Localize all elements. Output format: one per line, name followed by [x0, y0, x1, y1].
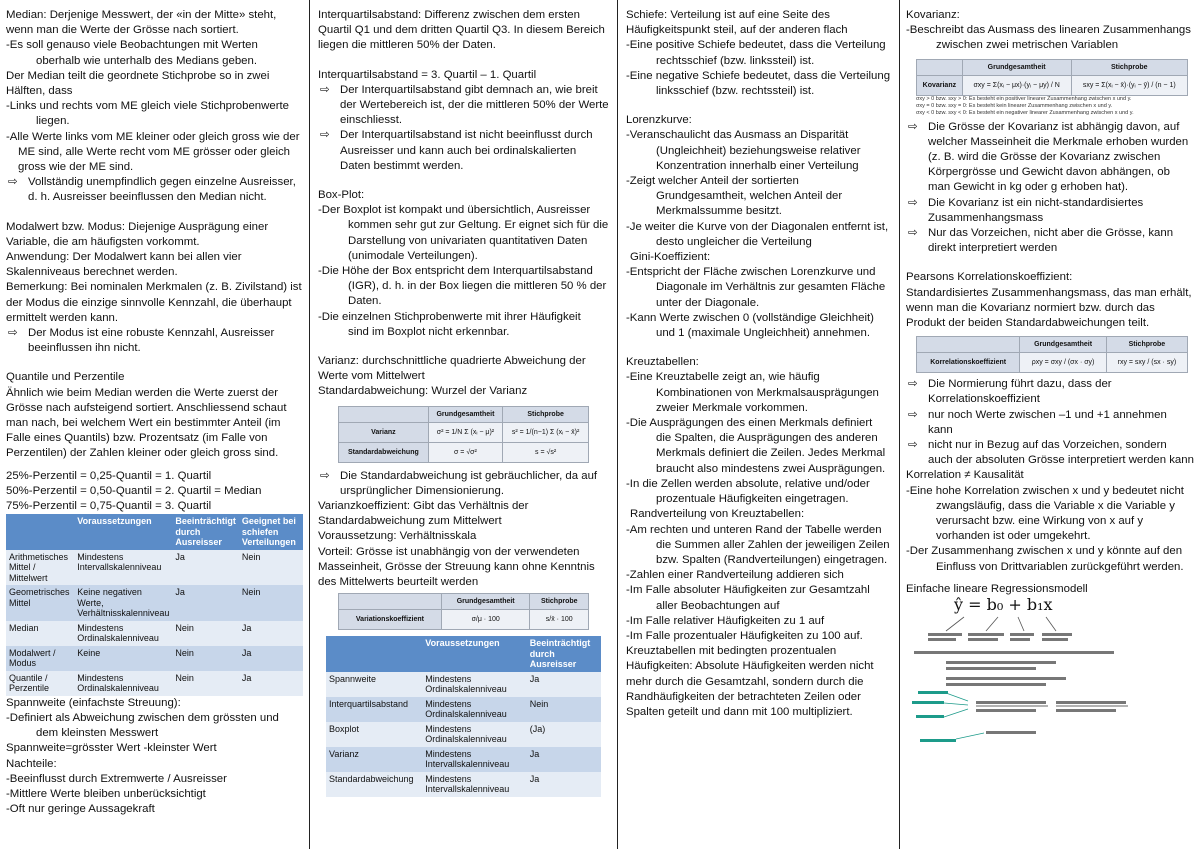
- boxplot-title: Box-Plot:: [318, 189, 365, 202]
- crosstab-point-1: -Eine Kreuztabelle zeigt an, wie häufig Kombinationen von Merkmalsausprägungen zweier Merkmale vorkommen.: [626, 371, 879, 414]
- table-row: Kovarianz σxy = Σ(xᵢ − μx)·(yᵢ − μy) / N sxy = Σ(xᵢ − x̄)·(yᵢ − ȳ) / (n − 1): [917, 75, 1188, 95]
- crosstab-point-3: -In die Zellen werden absolute, relative und/oder prozentuale Häufigkeiten eingetragen.: [626, 477, 870, 506]
- cv-requirement: Voraussetzung: Verhältnisskala: [318, 530, 477, 543]
- marginal-point-1: -Am rechten und unteren Rand der Tabelle werden die Summen aller Zahlen der jeweiligen Zeilen bzw. Spalten (Randverteilungen) eingetragen.: [626, 523, 890, 566]
- median-robust-note: ⇨ Vollständig unempfindlich gegen einzelne Ausreisser, d. h. Ausreisser beeinflussen den Median nicht.: [8, 176, 296, 204]
- arrow-right-icon: ⇨: [908, 439, 918, 452]
- iqr-definition: Interquartilsabstand: Differenz zwischen dem ersten Quartil Q1 und dem dritten Quartil Q3. In diesem Bereich liegen die mittleren 50% der Daten.: [318, 9, 605, 52]
- quantile-title: Quantile und Perzentile: [6, 371, 125, 384]
- stddev-definition: Standardabweichung: Wurzel der Varianz: [318, 385, 528, 398]
- variance-definition: Varianz: durchschnittliche quadrierte Abweichung der Werte vom Mittelwert: [318, 355, 586, 383]
- modal-remark: Bemerkung: Bei nominalen Merkmalen (z. B. Zivilstand) ist der Modus die einzige sinnvolle Kennzahl, die überhaupt ermittelt werden kann.: [6, 281, 302, 324]
- pearson-note-3: ⇨ nicht nur in Bezug auf das Vorzeichen, sondern auch der absoluten Grösse interpretiert werden kann: [908, 439, 1194, 467]
- table-row: Varianz Mindestens Intervallskalenniveau Ja: [326, 747, 601, 772]
- marginal-point-5: -Im Falle prozentualer Häufigkeiten zu 100 auf.: [626, 629, 863, 642]
- span-title: Spannweite (einfachste Streuung):: [6, 696, 181, 709]
- gini-title: Gini-Koeffizient:: [630, 251, 711, 264]
- covariance-point-1: -Beschreibt das Ausmass des linearen Zusammenhangs zwischen zwei metrischen Variablen: [906, 24, 1191, 52]
- skew-definition: Schiefe: Verteilung ist auf eine Seite des Häufigkeitspunkt steil, auf der anderen flach: [626, 9, 848, 37]
- modal-application: Anwendung: Der Modalwert kann bei allen vier Skalenniveaus berechnet werden.: [6, 251, 242, 279]
- variance-formula-table: Grundgesamtheit Stichprobe Varianz σ² = 1/N Σ (xᵢ − μ)² s² = 1/(n−1) Σ (xᵢ − x̄)² Standardabweichung σ = √σ² s = √s²: [338, 406, 589, 463]
- span-point-4: -Oft nur geringe Aussagekraft: [6, 803, 155, 816]
- table-row: Standardabweichung Mindestens Intervallskalenniveau Ja: [326, 772, 601, 797]
- covariance-sign-note: σxy > 0 bzw. sxy > 0: Es besteht ein positiver linearer Zusammenhang zwischen x und y.: [916, 95, 1132, 102]
- boxplot-point-2: -Die Höhe der Box entspricht dem Interquartilsabstand (IGR), d. h. in der Box liegen die mittleren 50 % der Daten.: [318, 265, 607, 308]
- table-row: Korrelationskoeffizient ρxy = σxy / (σx · σy) rxy = sxy / (sx · sy): [917, 353, 1188, 373]
- location-measures-table: [6, 514, 303, 696]
- pearson-note-1: ⇨ Die Normierung führt dazu, dass der Korrelationskoeffizient: [908, 378, 1112, 406]
- marginal-title: Randverteilung von Kreuztabellen:: [630, 508, 805, 521]
- regression-figure: [906, 597, 1194, 747]
- pearson-definition: Standardisiertes Zusammenhangsmass, das man erhält, wenn man die Kovarianz normiert bzw. durch das Produkt der beiden Standardabweichungen teilt.: [906, 286, 1192, 330]
- arrow-right-icon: ⇨: [8, 327, 18, 340]
- iqr-note-2: ⇨ Der Interquartilsabstand ist nicht beeinflusst durch Ausreisser und kann auch bei ordinalskalierten Daten bestimmt werden.: [320, 129, 593, 172]
- span-point-1: -Definiert als Abweichung zwischen dem grössten und dem kleinsten Messwert: [6, 712, 279, 740]
- table-header: Beeinträchtigt durch Ausreisser: [527, 636, 601, 672]
- cv-formula-table: Grundgesamtheit Stichprobe Variationskoeffizient σ/μ · 100 s/x̄ · 100: [338, 593, 589, 630]
- column-1: [0, 0, 310, 849]
- cv-definition: Varianzkoeffizient: Gibt das Verhältnis der Standardabweichung zum Mittelwert: [318, 500, 529, 528]
- table-header: Beeinträchtigt durch Ausreisser: [172, 514, 239, 550]
- arrow-right-icon: ⇨: [908, 378, 918, 391]
- marginal-point-4: -Im Falle relativer Häufigkeiten zu 1 auf: [626, 614, 825, 627]
- arrow-right-icon: ⇨: [320, 83, 330, 96]
- modal-robust-note: ⇨ Der Modus ist eine robuste Kennzahl, Ausreisser beeinflussen ihn nicht.: [8, 327, 275, 355]
- table-row: Spannweite Mindestens Ordinalskalenniveau Ja: [326, 672, 601, 697]
- quantile-line-3: 75%-Perzentil = 0,75-Quantil = 3. Quartil: [6, 500, 212, 513]
- stddev-note: ⇨ Die Standardabweichung ist gebräuchlicher, da auf ursprünglicher Dimensionierung.: [320, 469, 598, 497]
- column-3: [618, 0, 900, 849]
- table-row: Boxplot Mindestens Ordinalskalenniveau (Ja): [326, 722, 601, 747]
- span-point-2: -Beeinflusst durch Extremwerte / Ausreisser: [6, 772, 227, 785]
- crosstab-title: Kreuztabellen:: [626, 356, 699, 369]
- causality-title: Korrelation ≠ Kausalität: [906, 469, 1024, 482]
- span-formula: Spannweite=grösster Wert -kleinster Wert: [6, 742, 217, 755]
- quantile-line-1: 25%-Perzentil = 0,25-Quantil = 1. Quartil: [6, 469, 212, 482]
- table-header: Voraussetzungen: [74, 514, 172, 550]
- median-definition: Median: Derjenige Messwert, der «in der Mitte» steht, wenn man die Werte der Grösse nach sortiert.: [6, 9, 277, 37]
- covariance-note-2: ⇨ Die Kovarianz ist ein nicht-standardisiertes Zusammenhangsmass: [908, 196, 1144, 224]
- skew-point-1: -Eine positive Schiefe bedeutet, dass die Verteilung rechtsschief (bzw. linkssteil) ist.: [626, 39, 886, 67]
- table-row: Variationskoeffizient σ/μ · 100 s/x̄ · 100: [339, 610, 589, 630]
- gini-point-2: -Kann Werte zwischen 0 (vollständige Gleichheit) und 1 (maximale Ungleichheit) annehmen.: [626, 311, 874, 340]
- cv-advantage: Vorteil: Grösse ist unabhängig von der verwendeten Masseinheit, Grösse der Streuung kann ohne Kenntnis des Mittelwerts beurteilt werden: [318, 545, 595, 589]
- skew-point-2: -Eine negative Schiefe bedeutet, dass die Verteilung linksschief (bzw. rechtssteil) ist.: [626, 69, 891, 98]
- table-header: Geeignet bei schiefen Verteilungen: [239, 514, 303, 550]
- column-2: [310, 0, 618, 849]
- span-point-3: -Mittlere Werte bleiben unberücksichtigt: [6, 788, 206, 801]
- span-disadvantages: Nachteile:: [6, 757, 57, 770]
- lorenz-point-3: -Je weiter die Kurve von der Diagonalen entfernt ist, desto ungleicher die Verteilung: [626, 220, 889, 248]
- iqr-formula: Interquartilsabstand = 3. Quartil – 1. Quartil: [318, 68, 537, 81]
- median-point-1: -Es soll genauso viele Beobachtungen mit Werten oberhalb wie unterhalb des Medians geben.: [6, 39, 258, 67]
- table-header: [6, 514, 74, 550]
- table-header: Voraussetzungen: [422, 636, 527, 672]
- table-row: Geometrisches Mittel Keine negativen Werte, Verhältnisskalenniveau Ja Nein: [6, 585, 303, 621]
- arrow-right-icon: ⇨: [320, 129, 330, 142]
- covariance-sign-note: σxy < 0 bzw. sxy < 0: Es besteht ein negativer linearer Zusammenhang zwischen x und y.: [916, 109, 1134, 116]
- lorenz-title: Lorenzkurve:: [626, 114, 692, 127]
- boxplot-point-3: -Die einzelnen Stichprobenwerte mit ihrer Häufigkeit sind im Boxplot nicht erkennbar.: [318, 310, 581, 338]
- table-row: Arithmetisches Mittel / Mittelwert Mindestens Intervallskalenniveau Ja Nein: [6, 550, 303, 586]
- pearson-title: Pearsons Korrelationskoeffizient:: [906, 271, 1073, 284]
- arrow-right-icon: ⇨: [908, 227, 918, 240]
- table-row: Varianz σ² = 1/N Σ (xᵢ − μ)² s² = 1/(n−1) Σ (xᵢ − x̄)²: [339, 422, 589, 442]
- table-row: Modalwert / Modus Keine Nein Ja: [6, 646, 303, 671]
- table-row: Standardabweichung σ = √σ² s = √s²: [339, 442, 589, 462]
- iqr-note-1: ⇨ Der Interquartilsabstand gibt demnach an, wie breit der Wertebereich ist, der die mittleren 50% der Werte einschliesst.: [320, 83, 609, 127]
- lorenz-point-1: -Veranschaulicht das Ausmass an Disparität (Ungleichheit) beziehungsweise relativer Konzentration innerhalb einer Verteilung: [626, 129, 861, 172]
- pearson-note-2: ⇨ nur noch Werte zwischen –1 und +1 annehmen kann: [908, 408, 1167, 436]
- marginal-point-3: -Im Falle absoluter Häufigkeiten zur Gesamtzahl aller Beobachtungen auf: [626, 584, 870, 612]
- arrow-right-icon: ⇨: [320, 469, 330, 482]
- table-row: Quantile / Perzentile Mindestens Ordinalskalenniveau Nein Ja: [6, 671, 303, 696]
- quantile-line-2: 50%-Perzentil = 0,50-Quantil = 2. Quartil = Median: [6, 484, 262, 497]
- covariance-title: Kovarianz:: [906, 9, 960, 21]
- regression-equation: ŷ = b₀ + b₁x: [954, 595, 1053, 615]
- modal-definition: Modalwert bzw. Modus: Diejenige Ausprägung einer Variable, die am häufigsten vorkommt.: [6, 220, 269, 248]
- arrow-right-icon: ⇨: [908, 120, 918, 133]
- table-row: Interquartilsabstand Mindestens Ordinalskalenniveau Nein: [326, 697, 601, 722]
- arrow-right-icon: ⇨: [908, 196, 918, 209]
- conditional-crosstab: Kreuztabellen mit bedingten prozentualen Häufigkeiten: Absolute Häufigkeiten werden nicht mehr durch die Gesamtzahl, sondern durch die Randhäufigkeiten der betrachteten Zeilen oder Spalten geteilt und dann mit 100 multipliziert.: [626, 645, 874, 718]
- dispersion-measures-table: [326, 636, 601, 797]
- covariance-sign-note: σxy = 0 bzw. sxy = 0: Es besteht kein linearer Zusammenhang zwischen x und y.: [916, 102, 1113, 109]
- causality-point-1: -Eine hohe Korrelation zwischen x und y bedeutet nicht zwangsläufig, dass die Variable x die Variable y verursacht bzw. eine Wirkung von x auf y vorhanden ist oder umgekehrt.: [906, 484, 1184, 543]
- crosstab-point-2: -Die Ausprägungen des einen Merkmals definiert die Spalten, die Ausprägungen des anderen Merkmals definiert die Zeilen. Jedes Merkmal braucht also mindestens zwei Ausprägungen.: [626, 417, 886, 475]
- pearson-formula-table: Grundgesamtheit Stichprobe Korrelationskoeffizient ρxy = σxy / (σx · σy) rxy = sxy / (sx · sy): [916, 336, 1188, 373]
- covariance-note-1: ⇨ Die Grösse der Kovarianz ist abhängig davon, auf welcher Masseinheit die Merkmale erhoben wurden (z. B. wird die Grösse der Kovarianz zwischen Körpergrösse und Gewicht davon abhängen, ob man Gewicht in kg oder g erhoben hat).: [908, 120, 1189, 194]
- regression-annotation-graphic: [906, 597, 1194, 747]
- causality-point-2: -Der Zusammenhang zwischen x und y könnte auf den Einfluss von Drittvariablen zurückgeführt werden.: [906, 545, 1184, 573]
- arrow-right-icon: ⇨: [908, 408, 918, 421]
- lorenz-point-2: -Zeigt welcher Anteil der sortierten Grundgesamtheit, welchen Anteil der Merkmalssumme besitzt.: [626, 175, 843, 218]
- covariance-formula-table: Grundgesamtheit Stichprobe Kovarianz σxy = Σ(xᵢ − μx)·(yᵢ − μy) / N sxy = Σ(xᵢ − x̄)·(yᵢ − ȳ) / (n − 1): [916, 59, 1188, 96]
- marginal-point-2: -Zahlen einer Randverteilung addieren sich: [626, 569, 844, 582]
- covariance-note-3: ⇨ Nur das Vorzeichen, nicht aber die Grösse, kann direkt interpretiert werden: [908, 227, 1174, 255]
- quantile-description: Ähnlich wie beim Median werden die Werte zuerst der Grösse nach aufsteigend sortiert. Anschliessend schaut man nach, bei welchem Wert ein bestimmter Anteil (im Falle eines Quantils) bzw. Prozentsatz (im Falle von Perzentilen) der Zahlen kleiner oder gleich gross sind.: [6, 386, 287, 460]
- table-row: Median Mindestens Ordinalskalenniveau Nein Ja: [6, 621, 303, 646]
- median-point-2: -Links und rechts vom ME gleich viele Stichprobenwerte liegen.: [6, 100, 289, 128]
- gini-point-1: -Entspricht der Fläche zwischen Lorenzkurve und Diagonale im Verhältnis zur gesamten Fläche unter der Diagonale.: [626, 266, 886, 309]
- boxplot-point-1: -Der Boxplot ist kompakt und übersichtlich, Ausreisser kommen sehr gut zur Geltung. Er eignet sich für die Darstellung von univariaten quantitativen Daten (unimodale Verteilungen).: [318, 204, 609, 262]
- table-header: [326, 636, 422, 672]
- column-4: [900, 0, 1200, 849]
- arrow-right-icon: ⇨: [8, 176, 18, 189]
- median-point-3: -Alle Werte links vom ME kleiner oder gleich gross wie der ME sind, alle Werte recht vom ME grösser oder gleich gross wie der ME sind.: [6, 130, 300, 174]
- median-halves-intro: Der Median teilt die geordnete Stichprobe so in zwei Hälften, dass: [6, 69, 270, 98]
- regression-title: Einfache lineare Regressionsmodell: [906, 582, 1088, 595]
